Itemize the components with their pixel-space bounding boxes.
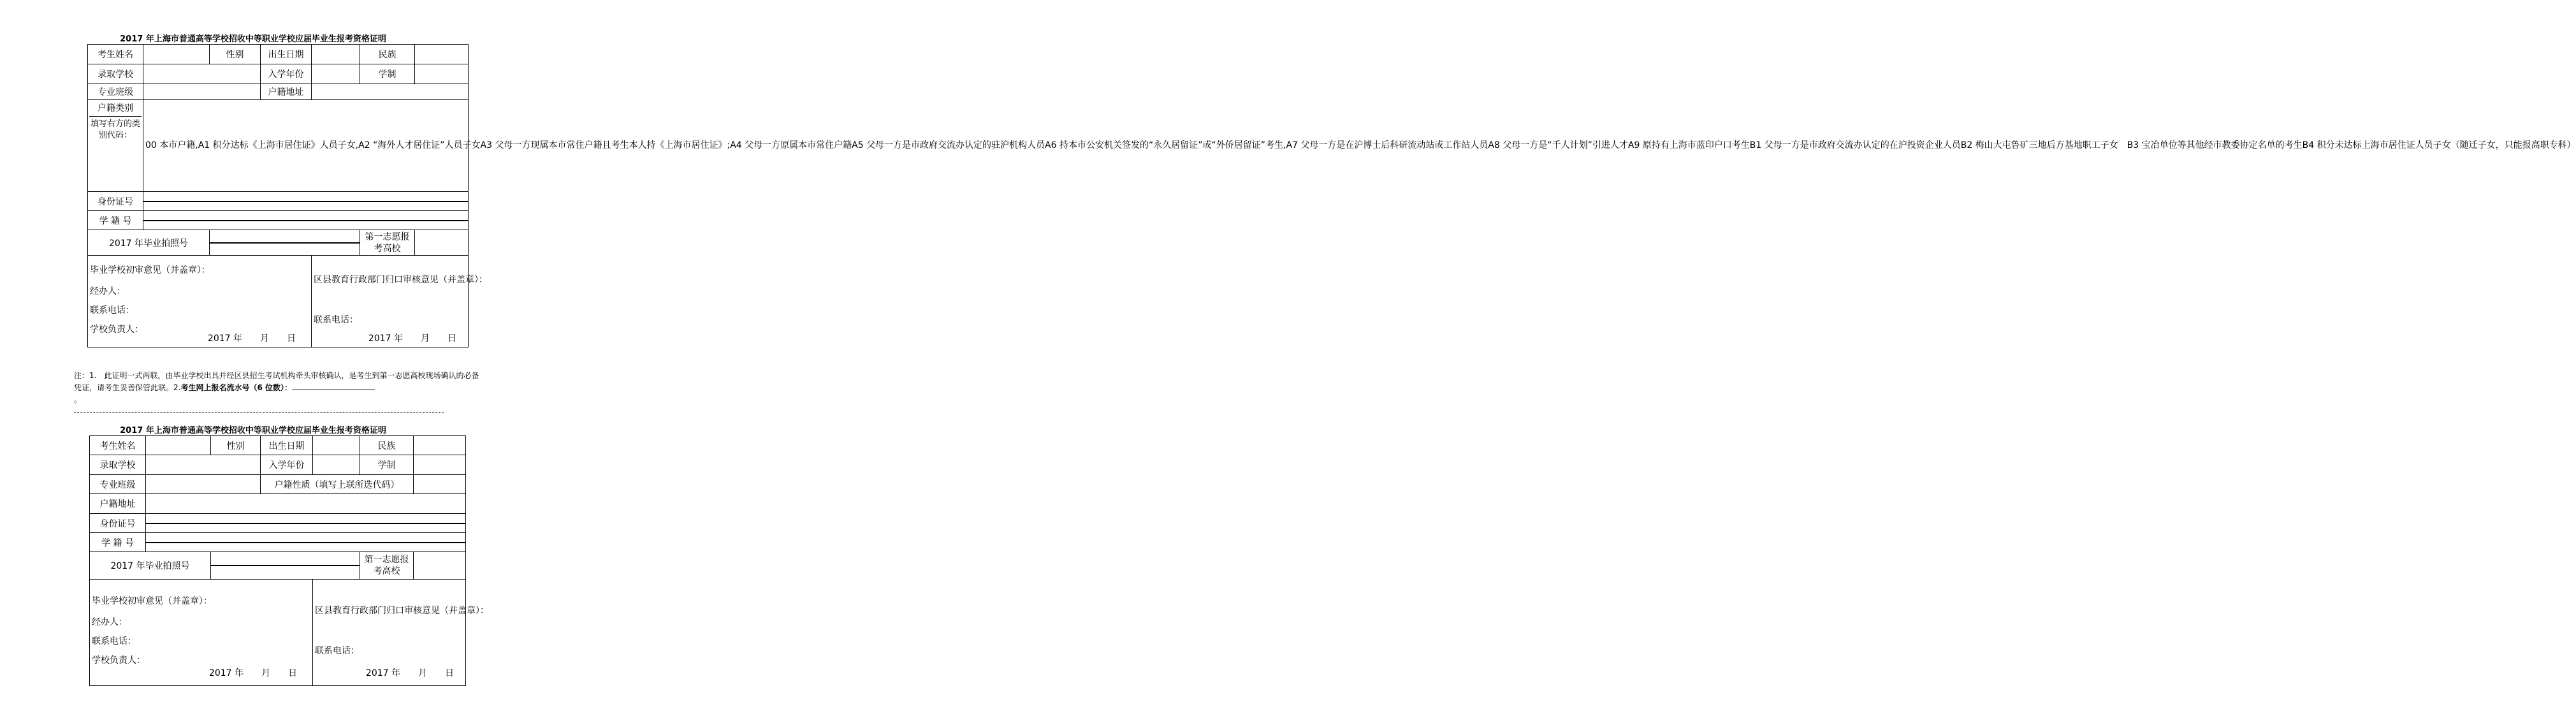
hukou-addr-field[interactable] bbox=[312, 84, 469, 100]
lower-admit-school-label: 录取学校 bbox=[90, 455, 146, 475]
upper-form-title: 2017 年上海市普通高等学校招收中等职业学校应届毕业生报考资格证明 bbox=[120, 34, 386, 44]
lower-district-phone-label: 联系电话： bbox=[315, 646, 360, 656]
lower-birth-label: 出生日期 bbox=[261, 436, 313, 455]
name-label: 考生姓名 bbox=[88, 45, 143, 64]
upper-form-table bbox=[87, 44, 2576, 347]
lower-ethnicity-field[interactable] bbox=[414, 436, 466, 455]
lower-name-label: 考生姓名 bbox=[90, 436, 146, 455]
lower-duration-field[interactable] bbox=[414, 455, 466, 475]
school-date-line: 2017 年 月 日 bbox=[207, 333, 296, 344]
principal-label: 学校负责人： bbox=[90, 324, 143, 335]
lower-major-field[interactable] bbox=[146, 475, 261, 494]
admit-school-field[interactable] bbox=[143, 64, 261, 84]
lower-district-date-line: 2017 年 月 日 bbox=[365, 668, 454, 678]
note-block bbox=[74, 370, 482, 406]
lower-name-field[interactable] bbox=[146, 436, 211, 455]
lower-gender-label: 性别 bbox=[211, 436, 261, 455]
lower-id-digit-grid[interactable] bbox=[146, 514, 466, 533]
hukou-type-cell bbox=[88, 100, 143, 192]
handler-label: 经办人： bbox=[90, 286, 126, 296]
student-no-digit-grid[interactable] bbox=[143, 211, 469, 230]
photo-no-label: 2017 年毕业拍照号 bbox=[88, 230, 210, 256]
district-review-section[interactable] bbox=[312, 256, 488, 347]
major-field[interactable] bbox=[143, 84, 261, 100]
lower-ethnicity-label: 民族 bbox=[360, 436, 414, 455]
phone-label: 联系电话： bbox=[90, 305, 135, 316]
lower-first-choice-label: 第一志愿报考高校 bbox=[360, 552, 414, 580]
note-bold-label: 考生网上报名流水号（6 位数）： bbox=[180, 383, 292, 392]
lower-hukou-addr-label: 户籍地址 bbox=[90, 494, 146, 514]
note-end: 。 bbox=[74, 395, 82, 404]
lower-birth-field[interactable] bbox=[313, 436, 360, 455]
lower-school-review-title: 毕业学校初审意见（并盖章）： bbox=[92, 596, 212, 606]
lower-student-no-digit-grid[interactable] bbox=[146, 533, 466, 552]
lower-hukou-nature-field[interactable] bbox=[414, 475, 466, 494]
first-choice-label: 第一志愿报考高校 bbox=[360, 230, 415, 256]
lower-hukou-addr-field[interactable] bbox=[146, 494, 466, 514]
hukou-addr-label: 户籍地址 bbox=[261, 84, 312, 100]
id-digit-grid[interactable] bbox=[143, 192, 469, 211]
lower-first-choice-field[interactable] bbox=[414, 552, 466, 580]
lower-handler-label: 经办人： bbox=[92, 617, 127, 627]
entry-year-label: 入学年份 bbox=[261, 64, 312, 84]
lower-hukou-nature-label: 户籍性质（填写上联所选代码） bbox=[261, 475, 414, 494]
district-date-line: 2017 年 月 日 bbox=[368, 333, 456, 344]
lower-student-no-label: 学 籍 号 bbox=[90, 533, 146, 552]
id-label: 身份证号 bbox=[88, 192, 143, 211]
lower-form-title: 2017 年上海市普通高等学校招收中等职业学校应届毕业生报考资格证明 bbox=[120, 426, 386, 435]
lower-school-date-line: 2017 年 月 日 bbox=[208, 668, 297, 678]
birth-label: 出生日期 bbox=[261, 45, 312, 64]
lower-entry-year-field[interactable] bbox=[313, 455, 360, 475]
entry-year-field[interactable] bbox=[312, 64, 360, 84]
serial-number-blank[interactable] bbox=[292, 382, 375, 390]
lower-id-label: 身份证号 bbox=[90, 514, 146, 533]
lower-phone-label: 联系电话： bbox=[92, 636, 136, 647]
district-phone-label: 联系电话： bbox=[314, 314, 358, 325]
district-review-title: 区县教育行政部门归口审核意见（并盖章）： bbox=[314, 274, 488, 285]
cut-line bbox=[74, 412, 444, 413]
birth-field[interactable] bbox=[312, 45, 360, 64]
duration-label: 学制 bbox=[360, 64, 415, 84]
hukou-type-label: 户籍类别 bbox=[89, 101, 142, 117]
lower-major-label: 专业班级 bbox=[90, 475, 146, 494]
first-choice-field[interactable] bbox=[415, 230, 469, 256]
lower-photo-no-digit-grid[interactable] bbox=[211, 552, 360, 580]
photo-no-digit-grid[interactable] bbox=[210, 230, 360, 256]
lower-district-review-title: 区县教育行政部门归口审核意见（并盖章）： bbox=[315, 606, 489, 616]
hukou-codes-text: 00 本市户籍,A1 积分达标《上海市居住证》人员子女,A2 “海外人才居住证”人员子女A3 父母一方现属本市常住户籍且考生本人持《上海市居住证》;A4 父母一方原属本市常住户籍A5 父母一方是市政府交流办认定的驻沪机构人员A6 持本市公安机关签发的“永久居留证”或“外侨居留证”考生,A7 父母一方是在沪博士后科研流动站或工作站人员A8 父母一方是“千人计划”引进人才A9 原持有上海市蓝印户口考生B1 父母一方是市政府交流办认定的在沪投资企业人员B2 梅山大屯鲁矿三地后方基地职工子女 B3 宝冶单位等其他经市教委协定名单的考生B4 积分未达标上海市居住证人员子女（随迁子女，只能报高职专科） bbox=[143, 100, 469, 192]
major-label: 专业班级 bbox=[88, 84, 143, 100]
name-field[interactable] bbox=[143, 45, 210, 64]
admit-school-label: 录取学校 bbox=[88, 64, 143, 84]
lower-duration-label: 学制 bbox=[360, 455, 414, 475]
lower-district-review-section[interactable] bbox=[313, 580, 489, 686]
gender-label: 性别 bbox=[210, 45, 261, 64]
ethnicity-label: 民族 bbox=[360, 45, 415, 64]
lower-admit-school-field[interactable] bbox=[146, 455, 261, 475]
lower-school-review-section[interactable] bbox=[90, 580, 313, 686]
lower-photo-no-label: 2017 年毕业拍照号 bbox=[90, 552, 211, 580]
ethnicity-field[interactable] bbox=[415, 45, 469, 64]
duration-field[interactable] bbox=[415, 64, 469, 84]
note-text: 注：1. 此证明一式两联，由毕业学校出具并经区县招生考试机构牵头审核确认，是考生到第一志愿高校现场确认的必备凭证，请考生妥善保管此联。2. bbox=[74, 371, 479, 392]
student-no-label: 学 籍 号 bbox=[88, 211, 143, 230]
code-fill-label: 填写右方的类别代码： bbox=[90, 119, 140, 140]
lower-principal-label: 学校负责人： bbox=[92, 655, 145, 666]
lower-form-table bbox=[89, 435, 489, 686]
school-review-title: 毕业学校初审意见（并盖章）： bbox=[90, 265, 210, 275]
lower-entry-year-label: 入学年份 bbox=[261, 455, 313, 475]
school-review-section[interactable] bbox=[88, 256, 312, 347]
